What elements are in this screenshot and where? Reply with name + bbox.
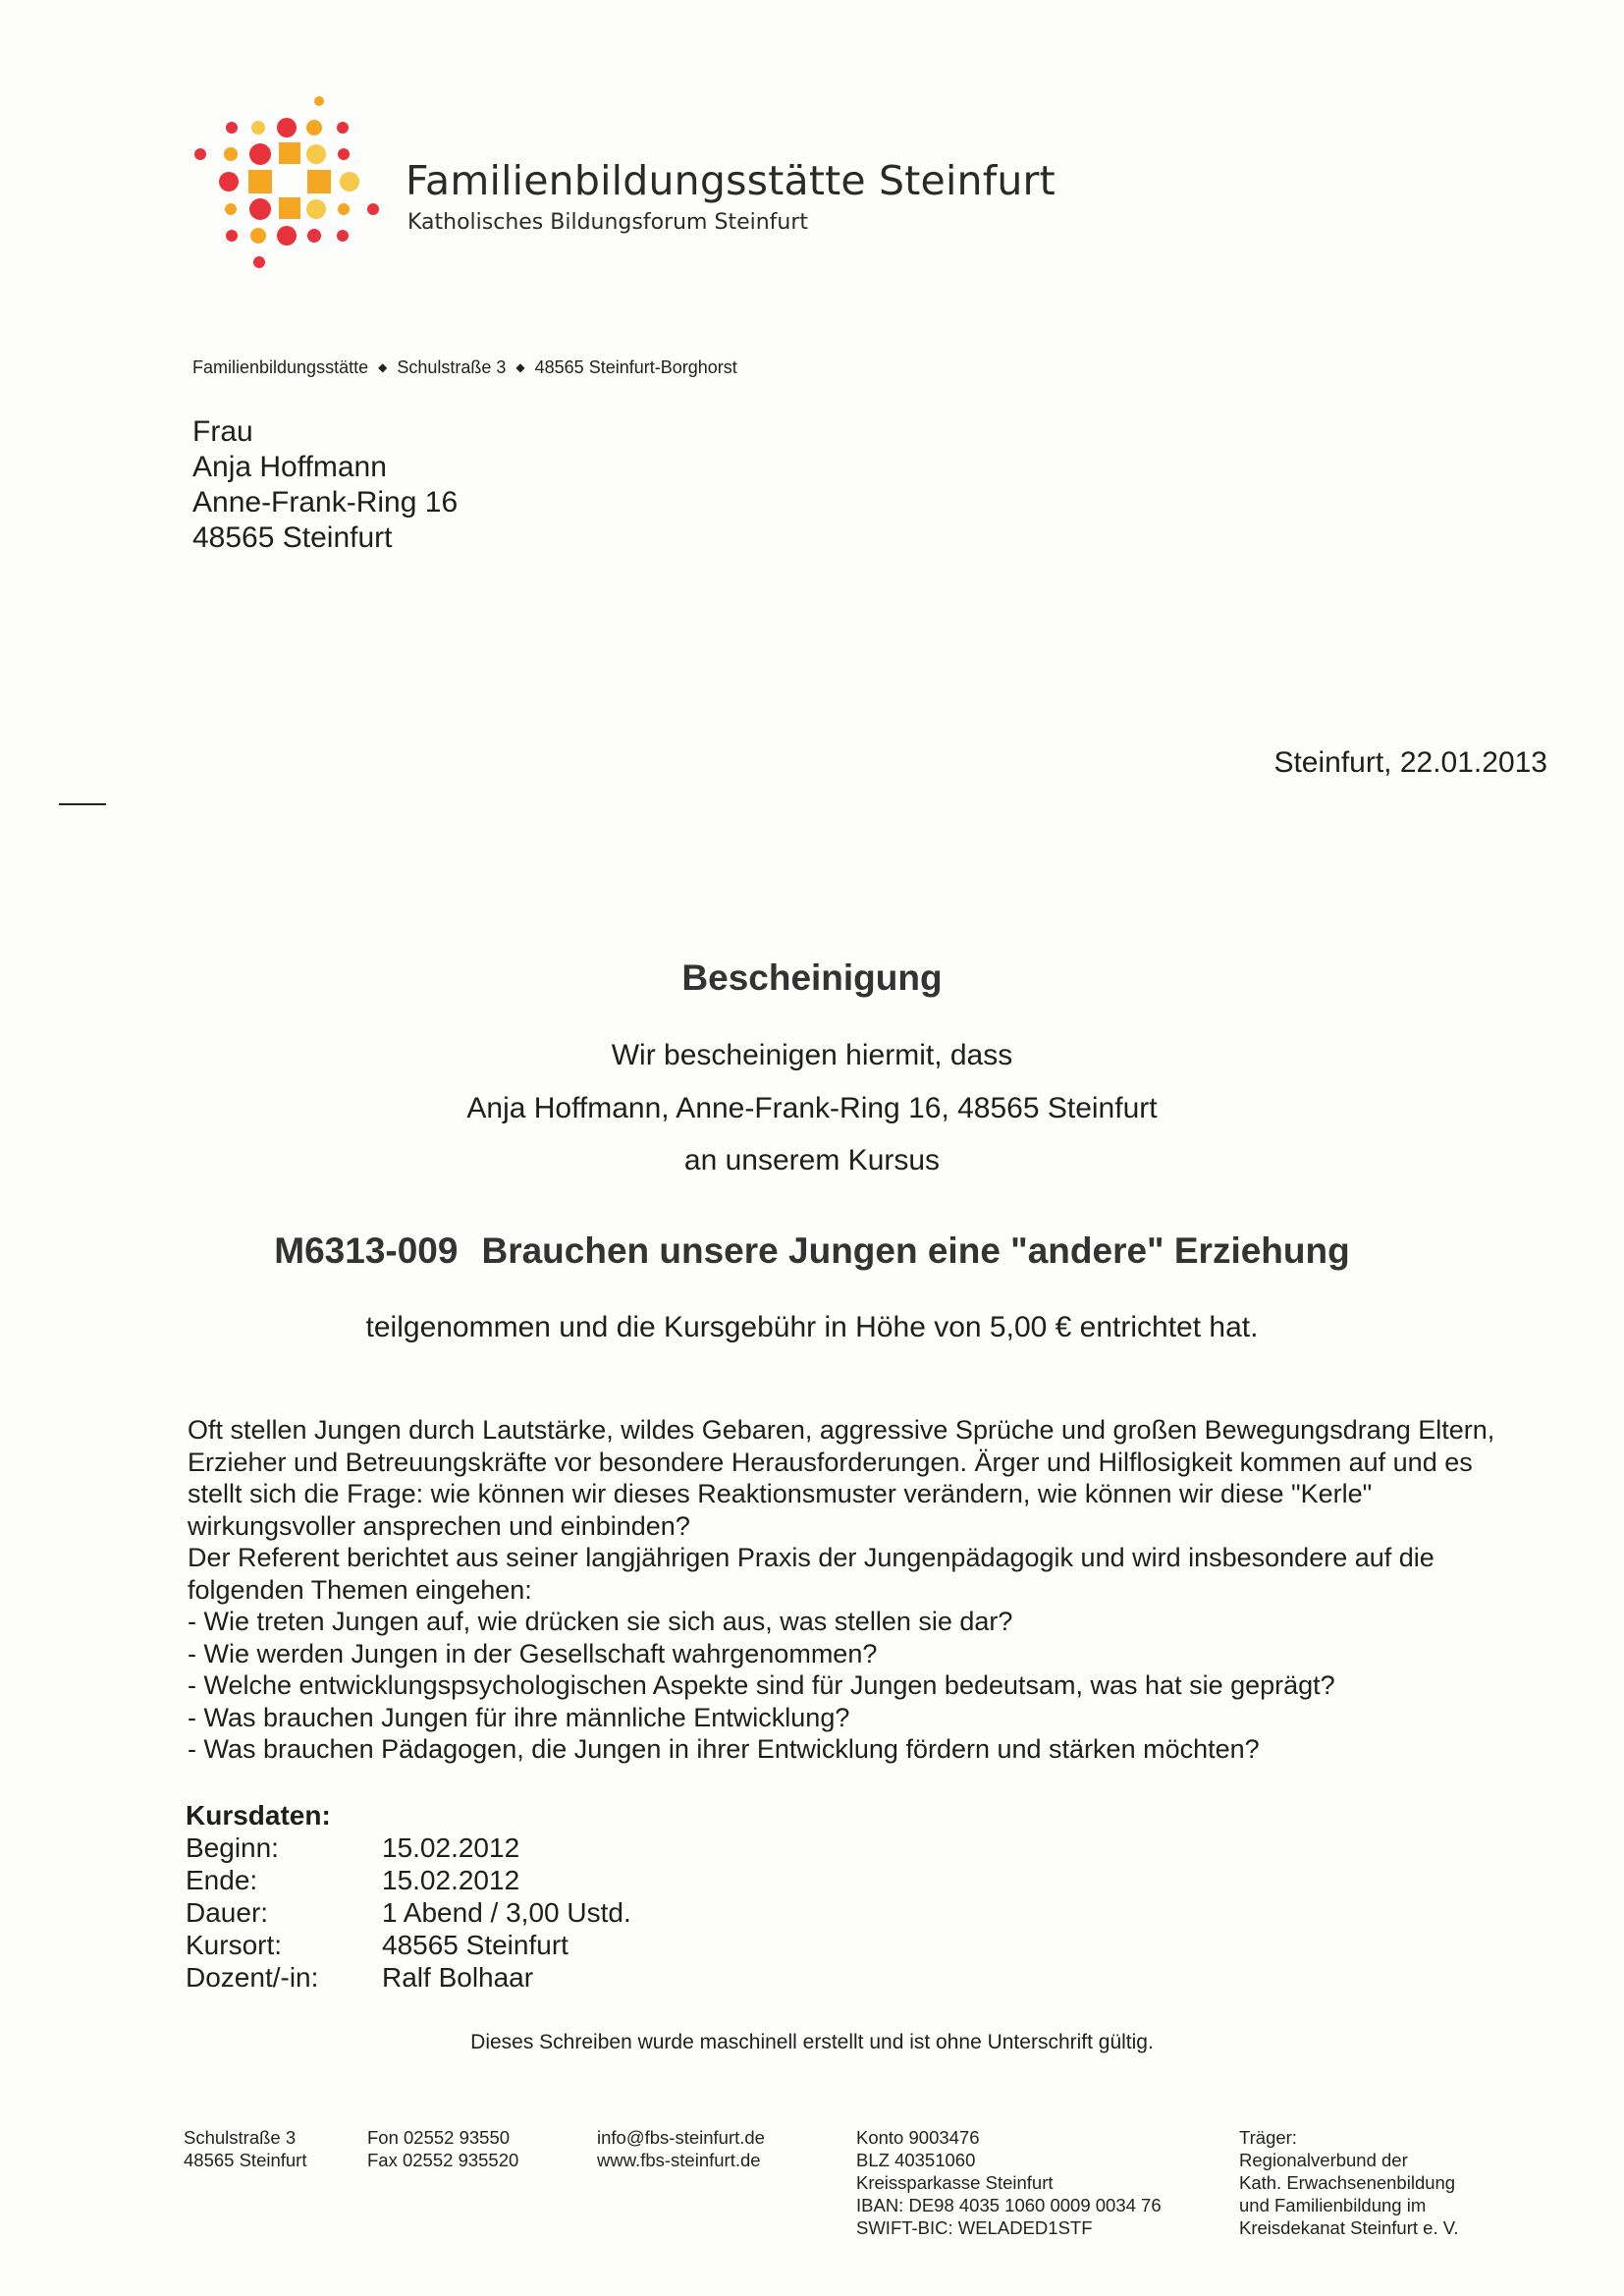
footer-line: 48565 Steinfurt (184, 2150, 307, 2170)
footer-web (597, 2126, 765, 2171)
separator-diamond-icon: ◆ (515, 360, 525, 374)
footer-email: info@fbs-steinfurt.de (597, 2127, 765, 2148)
course-data-row (186, 1961, 631, 1994)
organization-subtitle: Katholisches Bildungsforum Steinfurt (407, 210, 809, 235)
course-data-label: Dauer: (186, 1897, 269, 1928)
organization-logo (191, 93, 388, 290)
course-intro: an unserem Kursus (683, 1144, 941, 1176)
footer-line: Fax 02552 935520 (367, 2150, 519, 2170)
sender-street: Schulstraße 3 (397, 357, 507, 377)
sender-line (192, 357, 737, 378)
footer-line: Schulstraße 3 (184, 2127, 297, 2148)
footer-bank (856, 2126, 1162, 2239)
footer-line: SWIFT-BIC: WELADED1STF (856, 2217, 1093, 2238)
topic-item: - Wie treten Jungen auf, wie drücken sie sich aus, was stellen sie dar? (188, 1607, 1013, 1636)
course-data-row (186, 1896, 631, 1929)
course-data-heading: Kursdaten: (186, 1800, 331, 1831)
recipient-address (192, 414, 458, 556)
recipient-city: 48565 Steinfurt (192, 521, 393, 554)
fee-statement: teilgenommen und die Kursgebühr in Höhe von 5,00 € entrichtet hat. (365, 1311, 1259, 1343)
machine-generated-note: Dieses Schreiben wurde maschinell erstellt und ist ohne Unterschrift gültig. (470, 2031, 1154, 2053)
organization-name: Familienbildungsstätte Steinfurt (406, 157, 1056, 204)
certificate-title: Bescheinigung (681, 957, 943, 998)
topic-item: - Was brauchen Pädagogen, die Jungen in ihrer Entwicklung fördern und stärken möchten? (188, 1734, 1260, 1764)
course-data-value: Ralf Bolhaar (382, 1962, 534, 1993)
footer-address (184, 2126, 306, 2171)
description-paragraph: Der Referent berichtet aus seiner langjährigen Praxis der Jungenpädagogik und wird insbesondere auf die folgenden Themen eingehen: (188, 1543, 1435, 1605)
sender-city: 48565 Steinfurt-Borghorst (534, 357, 737, 377)
course-data-label: Kursort: (186, 1930, 283, 1960)
letter-date: Steinfurt, 22.01.2013 (1273, 746, 1547, 779)
fold-mark (59, 803, 106, 805)
course-data-value: 1 Abend / 3,00 Ustd. (382, 1897, 631, 1928)
footer-line: IBAN: DE98 4035 1060 0009 0034 76 (856, 2195, 1162, 2215)
course-data-row (186, 1929, 631, 1961)
course-data-value: 15.02.2012 (382, 1832, 520, 1863)
footer-line: Fon 02552 93550 (367, 2127, 511, 2148)
footer-line: Kreisdekanat Steinfurt e. V. (1239, 2217, 1459, 2238)
recipient-street: Anne-Frank-Ring 16 (192, 486, 459, 519)
course-data-value: 48565 Steinfurt (382, 1930, 568, 1960)
course-data-label: Beginn: (186, 1832, 279, 1863)
footer-website: www.fbs-steinfurt.de (597, 2150, 761, 2170)
certificate-intro: Wir bescheinigen hiermit, dass (611, 1039, 1013, 1071)
recipient-salutation: Frau (192, 415, 253, 448)
course-data (186, 1799, 631, 1994)
footer-line: Kath. Erwachsenenbildung (1239, 2172, 1456, 2193)
course-data-value: 15.02.2012 (382, 1865, 520, 1895)
course-data-label: Ende: (186, 1865, 258, 1895)
participant-line: Anja Hoffmann, Anne-Frank-Ring 16, 48565 Steinfurt (466, 1092, 1158, 1124)
footer-carrier (1239, 2126, 1459, 2239)
separator-diamond-icon: ◆ (378, 360, 388, 374)
course-heading (0, 1230, 1624, 1272)
description-paragraph: Oft stellen Jungen durch Lautstärke, wildes Gebaren, aggressive Sprüche und großen Bewegungsdrang Eltern, Erzieher und Betreuungskräfte vor besondere Herausforderungen. Ärger und Hilflosigkeit kommen auf und es stellt sich die Frage: wie können wir dieses Reaktionsmuster verändern, wie können wir diese "Kerle" wirkungsvoller ansprechen und einbinden? (188, 1415, 1495, 1541)
topic-item: - Was brauchen Jungen für ihre männliche Entwicklung? (188, 1702, 850, 1732)
recipient-name: Anja Hoffmann (192, 451, 387, 483)
course-title: Brauchen unsere Jungen eine "andere" Erziehung (481, 1230, 1350, 1271)
course-data-label: Dozent/-in: (186, 1962, 319, 1993)
topic-list (188, 1606, 1503, 1766)
footer-line: Träger: (1239, 2127, 1297, 2148)
topic-item: - Wie werden Jungen in der Gesellschaft wahrgenommen? (188, 1638, 878, 1668)
topic-item: - Welche entwicklungspsychologischen Aspekte sind für Jungen bedeutsam, was hat sie geprägt? (188, 1670, 1335, 1700)
course-description (188, 1414, 1503, 1766)
course-data-row (186, 1864, 631, 1896)
footer-line: Regionalverbund der (1239, 2150, 1408, 2170)
course-code: M6313-009 (274, 1230, 459, 1271)
course-data-row (186, 1831, 631, 1864)
footer-line: und Familienbildung im (1239, 2195, 1427, 2215)
footer-phone (367, 2126, 518, 2171)
sender-name: Familienbildungsstätte (192, 357, 369, 377)
footer-line: Kreissparkasse Steinfurt (856, 2172, 1054, 2193)
footer-line: Konto 9003476 (856, 2127, 980, 2148)
footer-line: BLZ 40351060 (856, 2150, 976, 2170)
